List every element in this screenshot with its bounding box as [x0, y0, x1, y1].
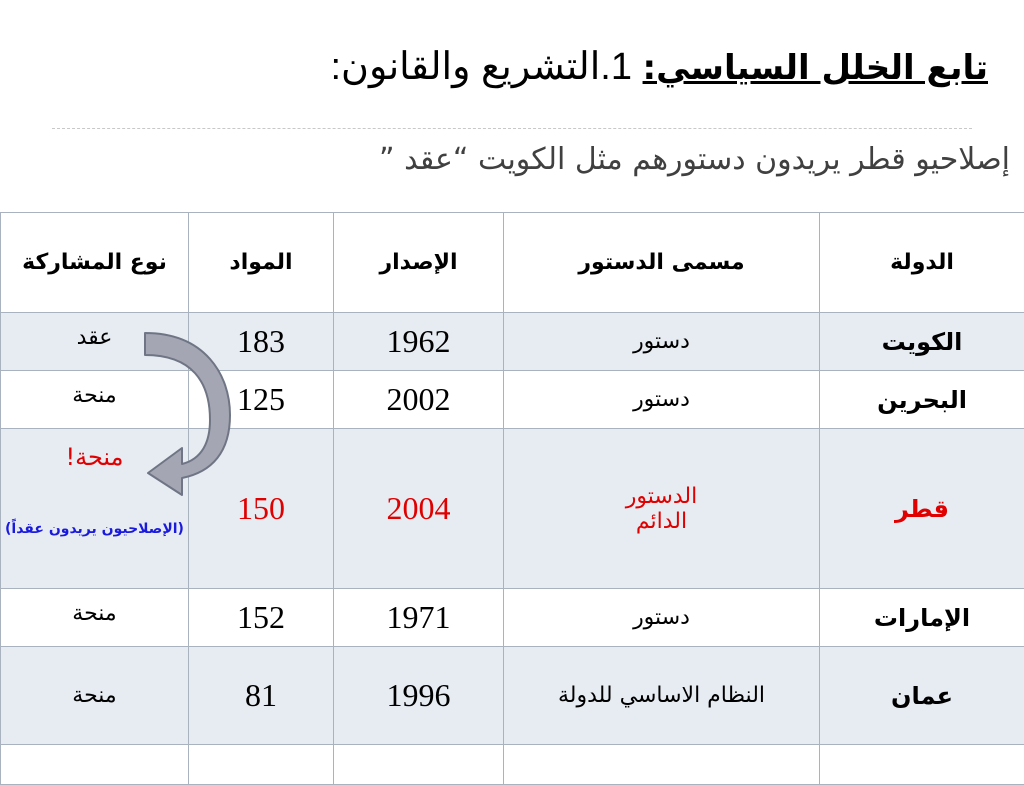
constitutions-table — [0, 212, 1024, 785]
constitution-name-line2: الدائم — [504, 509, 819, 534]
cell-country: البحرين — [820, 371, 1024, 429]
cell-country: الكويت — [820, 313, 1024, 371]
cell-participation-type: منحة — [1, 589, 189, 647]
reformists-note: (الإصلاحيون يريدون عقداً) — [1, 519, 188, 539]
cell-constitution-name: دستور — [504, 589, 820, 647]
table-header-row — [1, 213, 1024, 313]
cell-constitution-name: دستور — [504, 313, 820, 371]
cell-year — [334, 745, 504, 785]
cell-country: الإمارات — [820, 589, 1024, 647]
title-divider — [52, 128, 972, 129]
header-articles: المواد — [189, 213, 334, 313]
cell-participation-type — [1, 429, 189, 589]
cell-articles — [189, 745, 334, 785]
constitution-name-line1: الدستور — [504, 484, 819, 509]
cell-participation-type: منحة — [1, 371, 189, 429]
header-year: الإصدار — [334, 213, 504, 313]
cell-year: 1996 — [334, 647, 504, 745]
table-row — [1, 589, 1024, 647]
slide-title — [331, 44, 989, 89]
cell-year: 2002 — [334, 371, 504, 429]
table-row — [1, 313, 1024, 371]
cell-articles: 183 — [189, 313, 334, 371]
cell-constitution-name: دستور — [504, 371, 820, 429]
cell-year: 1962 — [334, 313, 504, 371]
cell-participation-type: منحة — [1, 647, 189, 745]
table-row — [1, 371, 1024, 429]
cell-participation-type: عقد — [1, 313, 189, 371]
cell-year: 1971 — [334, 589, 504, 647]
table-row — [1, 647, 1024, 745]
cell-country — [820, 745, 1024, 785]
header-participation-type: نوع المشاركة — [1, 213, 189, 313]
cell-articles: 125 — [189, 371, 334, 429]
cell-constitution-name — [504, 745, 820, 785]
cell-participation-type — [1, 745, 189, 785]
cell-constitution-name — [504, 429, 820, 589]
cell-country: قطر — [820, 429, 1024, 589]
table-row — [1, 429, 1024, 589]
slide-subtitle: إصلاحيو قطر يريدون دستورهم مثل الكويت “عقد ” — [379, 142, 1010, 177]
cell-articles: 81 — [189, 647, 334, 745]
participation-type-label: منحة! — [1, 443, 188, 471]
header-constitution-name: مسمى الدستور — [504, 213, 820, 313]
slide-title-underlined: تابع الخلل السياسي: — [643, 48, 988, 88]
cell-year: 2004 — [334, 429, 504, 589]
slide-title-rest: 1.التشريع والقانون: — [331, 46, 643, 88]
cell-country: عمان — [820, 647, 1024, 745]
table-row — [1, 745, 1024, 785]
cell-constitution-name: النظام الاساسي للدولة — [504, 647, 820, 745]
header-country: الدولة — [820, 213, 1024, 313]
cell-articles: 150 — [189, 429, 334, 589]
cell-articles: 152 — [189, 589, 334, 647]
